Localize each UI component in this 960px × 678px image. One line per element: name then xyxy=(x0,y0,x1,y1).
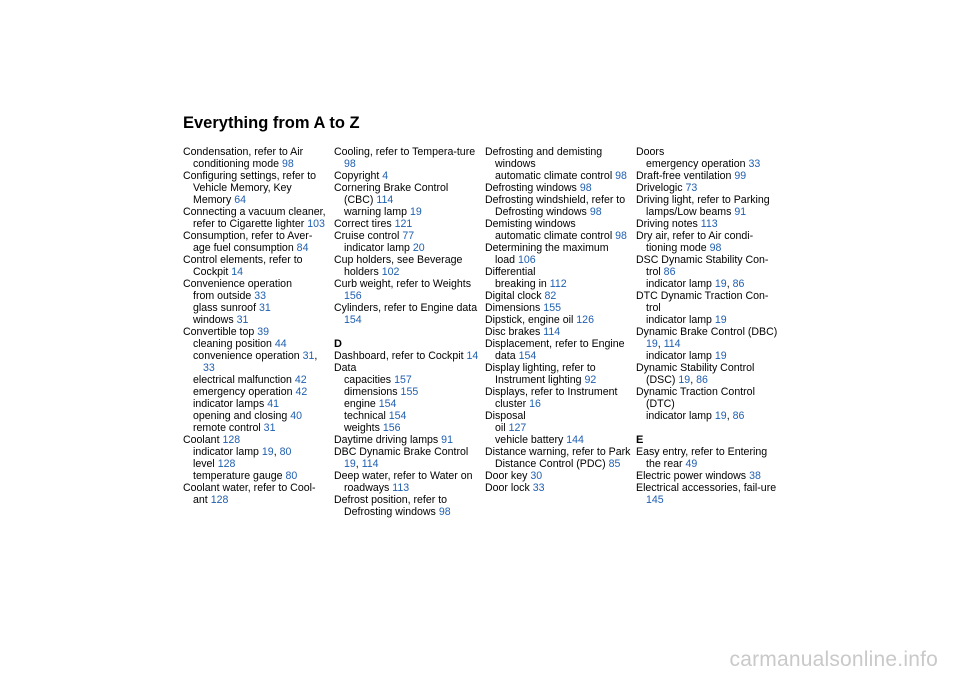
index-subentry xyxy=(334,374,480,386)
index-term: vehicle battery xyxy=(495,434,564,446)
page-reference-link[interactable]: 154 xyxy=(344,314,362,326)
index-subentry xyxy=(183,314,329,326)
page-reference-link[interactable]: 19 xyxy=(678,374,691,386)
index-term: Daytime driving lamps xyxy=(334,434,439,446)
index-term: Curb weight, refer to Weights xyxy=(334,278,471,290)
index-subentry xyxy=(183,470,329,482)
index-term: weights xyxy=(344,422,380,434)
index-term: Driving notes xyxy=(636,218,698,230)
page-reference-link[interactable]: 155 xyxy=(400,386,419,398)
page-reference-link[interactable]: 80 xyxy=(279,446,292,458)
index-entry xyxy=(334,170,480,182)
index-term: emergency operation xyxy=(646,158,746,170)
index-entry xyxy=(636,290,782,314)
index-term: indicator lamp xyxy=(646,314,712,326)
page-reference-link[interactable]: 31 xyxy=(263,422,276,434)
index-subentry xyxy=(636,314,782,326)
page-reference-link[interactable]: 154 xyxy=(388,410,407,422)
index-term: electrical malfunction xyxy=(193,374,292,386)
index-term: Data xyxy=(334,362,357,374)
page-reference-link[interactable]: 114 xyxy=(663,338,681,350)
index-term: Defrosting and demisting windows xyxy=(485,146,603,170)
index-term: Digital clock xyxy=(485,290,542,302)
page-reference-link[interactable]: 98 xyxy=(579,182,592,194)
page-reference-link[interactable]: 98 xyxy=(438,506,451,518)
page-reference-link[interactable]: 86 xyxy=(696,374,708,386)
index-entry xyxy=(183,146,329,170)
index-subentry xyxy=(485,170,631,182)
index-term: Cooling, refer to Tempera-ture xyxy=(334,146,476,158)
page-reference-link[interactable]: 16 xyxy=(529,398,541,410)
index-term: Disposal xyxy=(485,410,526,422)
index-subentry xyxy=(183,410,329,422)
index-entry xyxy=(485,362,631,386)
page-reference-link[interactable]: 128 xyxy=(210,494,229,506)
page-title: Everything from A to Z xyxy=(183,114,360,132)
index-term: Dipstick, engine oil xyxy=(485,314,574,326)
index-entry xyxy=(183,434,329,446)
page-reference-link[interactable]: 31 xyxy=(258,302,271,314)
index-term: cleaning position xyxy=(193,338,272,350)
index-term: Displays, refer to Instrument cluster xyxy=(485,386,618,410)
index-entry xyxy=(636,170,782,182)
index-entry xyxy=(334,146,480,170)
index-term: indicator lamps xyxy=(193,398,265,410)
index-term: windows xyxy=(193,314,234,326)
index-entry xyxy=(636,218,782,230)
page-reference-link[interactable]: 40 xyxy=(290,410,302,422)
index-subentry xyxy=(334,242,480,254)
page-reference-link[interactable]: 98 xyxy=(709,242,722,254)
page-reference-link[interactable]: 80 xyxy=(285,470,298,482)
index-term: breaking in xyxy=(495,278,547,290)
index-entry xyxy=(334,350,480,362)
page-reference-link[interactable]: 114 xyxy=(376,194,394,206)
index-term: Demisting windows xyxy=(485,218,576,230)
index-term: Defrost position, refer to Defrosting windows xyxy=(334,494,448,518)
index-letter-heading: D xyxy=(334,338,342,350)
page-reference-link[interactable]: 42 xyxy=(295,386,308,398)
index-term: Coolant water, refer to Cool-ant xyxy=(183,482,316,506)
index-entry xyxy=(485,338,631,362)
page-reference-link[interactable]: 33 xyxy=(254,290,267,302)
index-term: Condensation, refer to Air conditioning mode xyxy=(183,146,304,170)
index-term: Cornering Brake Control (CBC) xyxy=(334,182,449,206)
page-reference-link[interactable]: 98 xyxy=(281,158,294,170)
page-reference-link[interactable]: 31 xyxy=(302,350,315,362)
index-term: capacities xyxy=(344,374,392,386)
index-entry xyxy=(334,362,480,374)
index-subentry xyxy=(183,302,329,314)
page-reference-link[interactable]: 84 xyxy=(296,242,309,254)
index-term: Correct tires xyxy=(334,218,392,230)
index-entry xyxy=(485,146,631,170)
index-subentry xyxy=(636,350,782,362)
index-subentry xyxy=(334,422,480,434)
index-column-1 xyxy=(183,146,329,506)
index-term: Electrical accessories, fail-ure xyxy=(636,482,777,494)
page-reference-link[interactable]: 128 xyxy=(222,434,241,446)
index-entry xyxy=(485,470,631,482)
index-entry xyxy=(636,386,782,410)
index-term: Deep water, refer to Water on roadways xyxy=(334,470,473,494)
index-entry xyxy=(334,278,480,302)
index-entry: DBC Dynamic Brake Control 19, 114 xyxy=(334,446,469,470)
index-entry xyxy=(183,170,329,206)
index-term: remote control xyxy=(193,422,261,434)
page-reference-link[interactable]: 157 xyxy=(394,374,412,386)
page-reference-link[interactable]: 42 xyxy=(294,374,307,386)
index-term: indicator lamp xyxy=(646,278,712,290)
page-reference-link[interactable]: 19 xyxy=(714,350,727,362)
page-reference-link[interactable]: 64 xyxy=(234,194,247,206)
page-reference-link[interactable]: 112 xyxy=(549,278,567,290)
index-entry xyxy=(334,470,480,494)
page-reference-link[interactable]: 144 xyxy=(566,434,584,446)
index-term: Disc brakes xyxy=(485,326,541,338)
page-reference-link[interactable]: 128 xyxy=(217,458,236,470)
page-reference-link[interactable]: 91 xyxy=(734,206,747,218)
index-entry xyxy=(636,230,782,254)
page-reference-link[interactable]: 127 xyxy=(508,422,527,434)
index-entry xyxy=(183,230,329,254)
index-entry xyxy=(334,494,480,518)
index-subentry xyxy=(485,434,631,446)
index-term: Displacement, refer to Engine data xyxy=(485,338,625,362)
index-entry xyxy=(334,182,480,206)
index-subentry xyxy=(183,458,329,470)
page-reference-link[interactable]: 14 xyxy=(231,266,244,278)
index-term: Dynamic Stability Control (DSC) xyxy=(636,362,755,386)
index-entry xyxy=(636,182,782,194)
index-term: Dynamic Traction Control (DTC) xyxy=(636,386,755,410)
index-term: Control elements, refer to Cockpit xyxy=(183,254,303,278)
index-entry xyxy=(485,290,631,302)
index-entry xyxy=(485,314,631,326)
page-reference-link[interactable]: 31 xyxy=(236,314,249,326)
index-column-2 xyxy=(334,146,480,518)
index-entry xyxy=(636,194,782,218)
page-reference-link[interactable]: 19 xyxy=(261,446,274,458)
index-entry xyxy=(636,446,782,470)
index-term: Cylinders, refer to Engine data xyxy=(334,302,478,314)
index-term: Connecting a vacuum cleaner, refer to Cigarette lighter xyxy=(183,206,326,230)
index-term: glass sunroof xyxy=(193,302,257,314)
page-reference-link[interactable]: 102 xyxy=(381,266,400,278)
index-term: Copyright xyxy=(334,170,380,182)
index-term: Dashboard, refer to Cockpit xyxy=(334,350,464,362)
index-term: Distance warning, refer to Park Distance Control (PDC) xyxy=(485,446,631,470)
index-entry xyxy=(485,194,631,218)
page-reference-link[interactable]: 145 xyxy=(646,494,664,506)
page-reference-link[interactable]: 98 xyxy=(615,230,627,242)
page-reference-link[interactable]: 33 xyxy=(203,362,215,374)
index-term: DBC Dynamic Brake Control xyxy=(334,446,469,458)
index-term: dimensions xyxy=(344,386,398,398)
index-term: Defrosting windows xyxy=(485,182,577,194)
page-reference-link[interactable]: 114 xyxy=(543,326,561,338)
index-term: Electric power windows xyxy=(636,470,747,482)
page-reference-link[interactable]: 98 xyxy=(344,158,356,170)
page-reference-link[interactable]: 38 xyxy=(749,470,761,482)
page-reference-link[interactable]: 33 xyxy=(532,482,545,494)
index-term: Convertible top xyxy=(183,326,255,338)
page-reference-link[interactable]: 44 xyxy=(274,338,287,350)
index-entry xyxy=(485,326,631,338)
index-term: Drivelogic xyxy=(636,182,683,194)
page-reference-link[interactable]: 156 xyxy=(344,290,362,302)
index-entry: Dynamic Brake Control (DBC) 19, 114 xyxy=(636,326,778,350)
index-entry xyxy=(636,146,782,158)
page-reference-link[interactable]: 98 xyxy=(615,170,627,182)
index-entry xyxy=(636,254,782,278)
index-subentry xyxy=(183,338,329,350)
index-entry xyxy=(334,302,480,326)
page-reference-link[interactable]: 86 xyxy=(732,410,745,422)
page-reference-link[interactable]: 121 xyxy=(394,218,413,230)
index-entry xyxy=(485,182,631,194)
index-column-4 xyxy=(636,146,782,506)
index-term: DTC Dynamic Traction Con-trol xyxy=(636,290,769,314)
index-term: DSC Dynamic Stability Con-trol xyxy=(636,254,769,278)
index-entry xyxy=(485,266,631,278)
index-term: indicator lamp xyxy=(193,446,259,458)
page-reference-link[interactable]: 73 xyxy=(685,182,698,194)
index-entry xyxy=(636,482,782,506)
index-term: Cup holders, see Beverage holders xyxy=(334,254,463,278)
index-subentry xyxy=(334,206,480,218)
index-subentry: indicator lamp 19, 86 xyxy=(646,278,745,290)
index-subentry: indicator lamp 19, 80 xyxy=(193,446,292,458)
index-entry xyxy=(183,206,329,230)
index-entry xyxy=(485,446,631,470)
index-term: Dimensions xyxy=(485,302,541,314)
page-reference-link[interactable]: 113 xyxy=(700,218,718,230)
page-reference-link[interactable]: 126 xyxy=(576,314,594,326)
page-reference-link[interactable]: 86 xyxy=(732,278,745,290)
page-reference-link[interactable]: 77 xyxy=(402,230,415,242)
page-reference-link[interactable]: 106 xyxy=(517,254,536,266)
index-term: Driving light, refer to Parking lamps/Low beams xyxy=(636,194,770,218)
index-term: Door lock xyxy=(485,482,530,494)
page-reference-link[interactable]: 154 xyxy=(518,350,537,362)
index-subentry: convenience operation 31, 33 xyxy=(193,350,318,374)
index-term: Differential xyxy=(485,266,536,278)
index-subentry xyxy=(183,422,329,434)
index-term: Defrosting windshield, refer to Defrosting windows xyxy=(485,194,626,218)
index-term: Door key xyxy=(485,470,528,482)
page-reference-link[interactable]: 39 xyxy=(257,326,270,338)
index-term: automatic climate control xyxy=(495,230,613,242)
page-reference-link[interactable]: 154 xyxy=(378,398,397,410)
page-reference-link[interactable]: 92 xyxy=(584,374,597,386)
index-term: Doors xyxy=(636,146,665,158)
page-reference-link[interactable]: 19 xyxy=(344,458,356,470)
page-reference-link[interactable]: 103 xyxy=(307,218,325,230)
index-subentry xyxy=(636,158,782,170)
page-reference-link[interactable]: 30 xyxy=(530,470,543,482)
index-subentry xyxy=(183,398,329,410)
page-reference-link[interactable]: 113 xyxy=(392,482,410,494)
index-term: Coolant xyxy=(183,434,220,446)
page-reference-link[interactable]: 19 xyxy=(409,206,422,218)
index-term: Cruise control xyxy=(334,230,400,242)
index-term: Dynamic Brake Control (DBC) xyxy=(636,326,778,338)
index-entry xyxy=(485,302,631,314)
page-reference-link[interactable]: 86 xyxy=(663,266,676,278)
index-subentry xyxy=(485,278,631,290)
index-entry xyxy=(183,482,329,506)
index-entry xyxy=(485,242,631,266)
index-entry: Dynamic Stability Control (DSC) 19, 86 xyxy=(636,362,755,386)
watermark: carmanualsonline.info xyxy=(729,648,938,671)
page-reference-link[interactable]: 19 xyxy=(714,314,727,326)
index-subentry xyxy=(334,410,480,422)
index-entry xyxy=(183,254,329,278)
index-entry xyxy=(485,218,631,230)
index-entry xyxy=(334,434,480,446)
page-reference-link[interactable]: 14 xyxy=(466,350,479,362)
index-term: warning lamp xyxy=(344,206,408,218)
index-term: oil xyxy=(495,422,506,434)
index-entry xyxy=(334,230,480,242)
page-reference-link[interactable]: 98 xyxy=(589,206,602,218)
page-reference-link[interactable]: 85 xyxy=(608,458,621,470)
index-term: indicator lamp xyxy=(646,410,712,422)
index-subentry xyxy=(485,422,631,434)
index-subentry xyxy=(334,398,480,410)
index-entry xyxy=(334,254,480,278)
page-reference-link[interactable]: 99 xyxy=(734,170,747,182)
page-reference-link[interactable]: 20 xyxy=(412,242,425,254)
index-subentry: indicator lamp 19, 86 xyxy=(646,410,745,422)
page-reference-link[interactable]: 156 xyxy=(382,422,401,434)
page-reference-link[interactable]: 82 xyxy=(544,290,557,302)
index-subentry xyxy=(183,386,329,398)
index-entry xyxy=(183,278,329,290)
page-reference-link[interactable]: 19 xyxy=(714,278,727,290)
page-reference-link[interactable]: 19 xyxy=(646,338,658,350)
index-term: Configuring settings, refer to Vehicle Memory, Key Memory xyxy=(183,170,317,206)
index-term: Easy entry, refer to Entering the rear xyxy=(636,446,768,470)
index-term: Draft-free ventilation xyxy=(636,170,732,182)
index-entry xyxy=(485,482,631,494)
page-reference-link[interactable]: 41 xyxy=(267,398,279,410)
index-entry xyxy=(485,386,631,410)
index-term: indicator lamp xyxy=(344,242,410,254)
index-term: Dry air, refer to Air condi-tioning mode xyxy=(636,230,754,254)
index-term: emergency operation xyxy=(193,386,293,398)
index-subentry xyxy=(334,386,480,398)
index-term: automatic climate control xyxy=(495,170,613,182)
index-subentry xyxy=(183,374,329,386)
page-reference-link[interactable]: 33 xyxy=(748,158,761,170)
index-term: opening and closing xyxy=(193,410,288,422)
index-term: technical xyxy=(344,410,386,422)
index-term: Display lighting, refer to Instrument lighting xyxy=(485,362,596,386)
index-entry xyxy=(636,470,782,482)
index-term: convenience operation xyxy=(193,350,300,362)
index-subentry xyxy=(183,290,329,302)
page-reference-link[interactable]: 114 xyxy=(361,458,379,470)
page-reference-link[interactable]: 4 xyxy=(382,170,389,182)
index-term: Convenience operation xyxy=(183,278,292,290)
page-reference-link[interactable]: 91 xyxy=(441,434,453,446)
index-term: Determining the maximum load xyxy=(485,242,609,266)
index-entry xyxy=(183,326,329,338)
page-reference-link[interactable]: 19 xyxy=(714,410,727,422)
index-entry xyxy=(485,410,631,422)
index-column-3 xyxy=(485,146,631,494)
index-term: Consumption, refer to Aver-age fuel consumption xyxy=(183,230,313,254)
index-entry xyxy=(334,218,480,230)
index-term: temperature gauge xyxy=(193,470,283,482)
index-term: indicator lamp xyxy=(646,350,712,362)
page-reference-link[interactable]: 49 xyxy=(685,458,698,470)
index-term: level xyxy=(193,458,215,470)
index-letter-heading: E xyxy=(636,434,644,446)
page-reference-link[interactable]: 155 xyxy=(543,302,561,314)
index-term: engine xyxy=(344,398,376,410)
index-term: from outside xyxy=(193,290,252,302)
index-subentry xyxy=(485,230,631,242)
